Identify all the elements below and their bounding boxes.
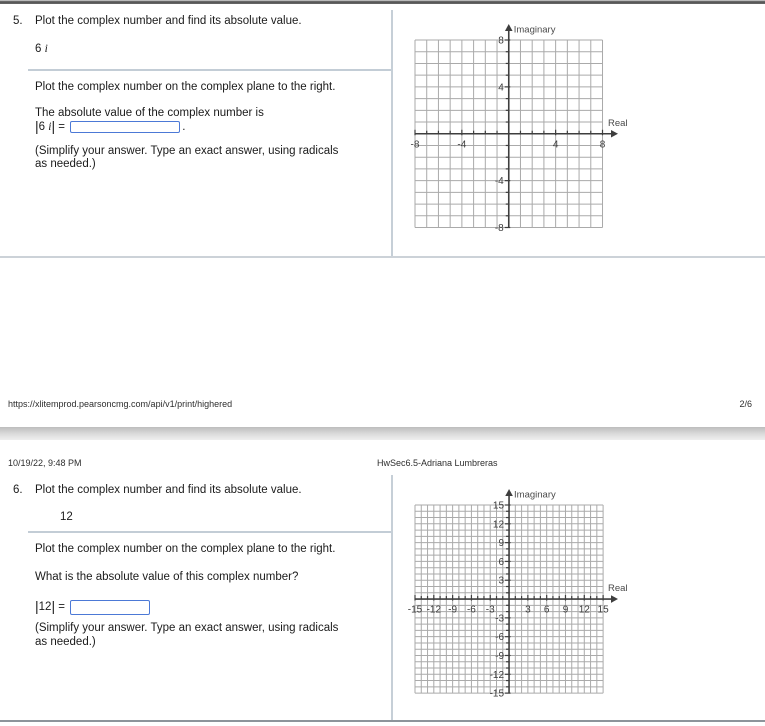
problem6-answer-row [35, 597, 152, 617]
expression-variable: i [44, 43, 48, 55]
abs-base: 12 [38, 601, 52, 613]
svg-text:8: 8 [498, 35, 504, 47]
svg-text:-3: -3 [495, 613, 505, 625]
abs-close-bar: | [51, 598, 56, 614]
svg-text:Imaginary: Imaginary [514, 489, 556, 501]
svg-text:3: 3 [498, 575, 505, 587]
complex-plane-graph-6 [395, 483, 645, 713]
svg-text:12: 12 [578, 604, 590, 616]
divider [391, 475, 393, 721]
svg-text:4: 4 [552, 139, 559, 151]
page-top-border [0, 0, 765, 4]
svg-text:4: 4 [498, 82, 504, 94]
svg-text:-4: -4 [494, 176, 504, 188]
svg-text:-8: -8 [494, 223, 504, 235]
page-separator-band [0, 427, 765, 440]
period: . [182, 121, 186, 133]
svg-text:-4: -4 [457, 139, 467, 151]
svg-text:-12: -12 [489, 669, 505, 681]
problem6-question: What is the absolute value of this complex number? [35, 571, 299, 583]
abs-open-bar: | [35, 118, 39, 134]
abs-variable: i [48, 121, 52, 133]
problem6-expression [60, 511, 73, 524]
svg-text:-3: -3 [485, 604, 495, 616]
problem5-note-line1: (Simplify your answer. Type an exact answer, using radicals [35, 145, 339, 157]
svg-text:6: 6 [543, 604, 550, 616]
problem5-number: 5. [13, 15, 23, 27]
svg-text:9: 9 [562, 604, 569, 616]
problem6-note-line2: as needed.) [35, 636, 96, 648]
svg-text:9: 9 [498, 538, 505, 550]
svg-text:8: 8 [599, 139, 606, 151]
complex-plane-graph-5 [395, 14, 645, 244]
problem5-prompt: Plot the complex number and find its absolute value. [35, 15, 302, 27]
svg-text:-12: -12 [426, 604, 442, 616]
expression-base: 6 [35, 43, 45, 55]
problem5-expression [35, 43, 48, 56]
problem5-instruction: Plot the complex number on the complex plane to the right. [35, 81, 336, 93]
footer-url: https://xlitemprod.pearsoncmg.com/api/v1/print/highered [8, 399, 233, 409]
expression-base: 12 [60, 511, 73, 523]
problem6-number: 6. [13, 484, 23, 496]
abs-open-bar: | [35, 598, 39, 614]
svg-text:-8: -8 [410, 139, 420, 151]
problem5-answer-row [35, 118, 185, 136]
svg-text:-15: -15 [489, 688, 505, 700]
svg-text:-9: -9 [495, 650, 505, 662]
svg-text:Real: Real [608, 583, 628, 595]
abs-close-bar: | [51, 118, 56, 134]
equals-sign: = [55, 121, 69, 133]
problem5-note-line2: as needed.) [35, 158, 96, 170]
svg-text:12: 12 [492, 519, 505, 531]
footer-page-indicator: 2/6 [739, 399, 752, 409]
svg-text:Imaginary: Imaginary [513, 24, 556, 36]
problem5-abs-intro: The absolute value of the complex number is [35, 107, 264, 119]
svg-text:-9: -9 [448, 604, 458, 616]
svg-text:-6: -6 [495, 632, 505, 644]
problem6-answer-input[interactable] [70, 600, 150, 615]
header-datetime: 10/19/22, 9:48 PM [8, 458, 82, 468]
svg-text:-6: -6 [466, 604, 476, 616]
svg-text:6: 6 [498, 556, 505, 568]
svg-text:15: 15 [492, 500, 505, 512]
problem5-answer-input[interactable] [70, 121, 180, 133]
divider [391, 10, 393, 256]
svg-text:-15: -15 [407, 604, 423, 616]
divider [28, 531, 391, 533]
divider [0, 256, 765, 258]
problem6-prompt: Plot the complex number and find its absolute value. [35, 484, 302, 496]
problem6-note-line1: (Simplify your answer. Type an exact answer, using radicals [35, 622, 339, 634]
page-bottom-border [0, 720, 765, 722]
svg-text:15: 15 [597, 604, 609, 616]
divider [28, 69, 391, 71]
problem6-instruction: Plot the complex number on the complex plane to the right. [35, 543, 336, 555]
equals-sign: = [55, 601, 69, 613]
svg-text:Real: Real [608, 117, 628, 129]
header-title: HwSec6.5-Adriana Lumbreras [377, 458, 498, 468]
svg-text:3: 3 [525, 604, 531, 616]
abs-base: 6 [38, 121, 49, 133]
